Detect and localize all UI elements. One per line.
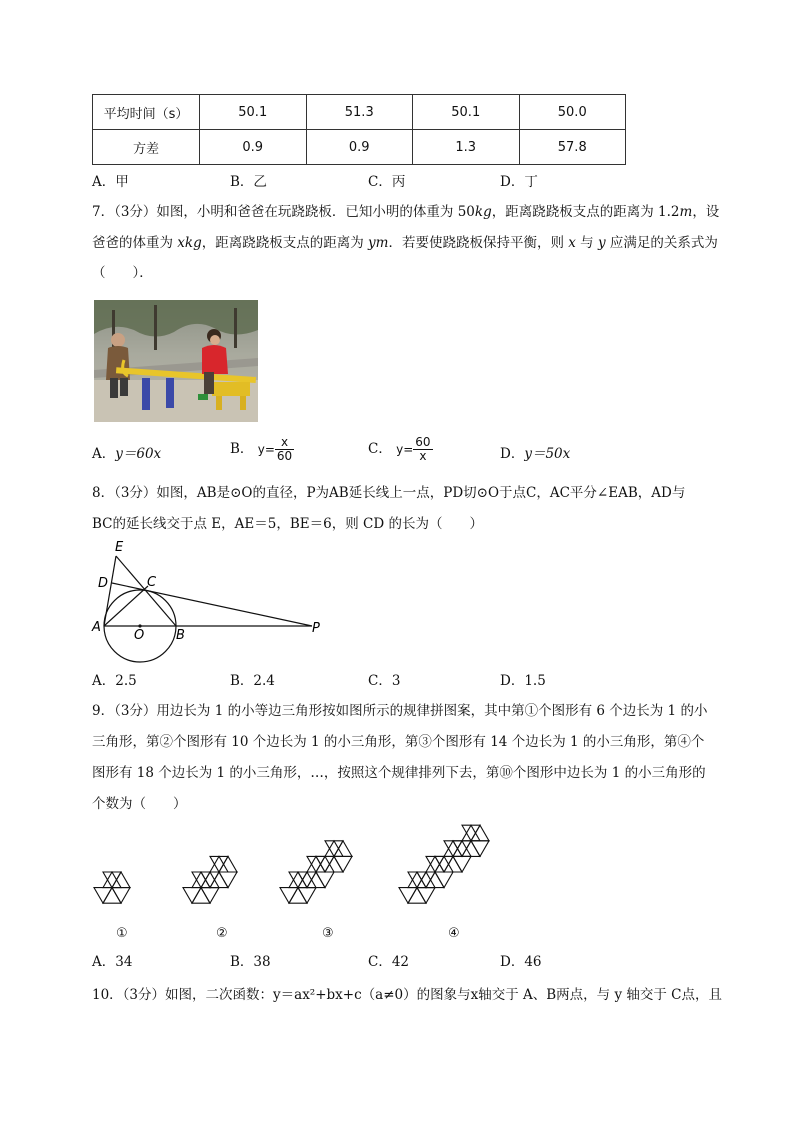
unit-triangle [210,856,228,872]
option-lhs: y= [396,442,414,457]
table-row [93,130,626,165]
q7-line-3: （ ）． [92,265,153,281]
fraction [275,436,294,463]
q9-line-3: 图形有 18 个边长为 1 的小三角形，…，按照这个规律排列下去，第⑩个图形中边长为 1 的小三角形的 [92,765,706,781]
unit-triangle [417,888,435,904]
q7-text: ，设 [692,204,720,220]
q7-var: x [568,235,576,251]
unit-triangle [298,872,316,888]
unit-triangle [103,872,121,888]
fraction-numerator: x [275,436,294,450]
unit-triangle [435,856,453,872]
unit-triangle [408,888,426,904]
unit-triangle [325,856,343,872]
unit-triangle [219,856,237,872]
unit-triangle [192,872,210,888]
fraction-denominator: x [419,449,427,463]
option-letter: B． [230,441,254,457]
q9-line-1: 9．（3分）用边长为 1 的小等边三角形按如图所示的规律拼图案，其中第①个图形有 6 个边长为 1 的小 [92,703,708,719]
unit-triangle [408,872,426,888]
table-row [93,95,626,130]
table-cell: 51.3 [306,95,413,130]
unit-triangle [417,872,435,888]
q8-option-b: B．2.4 [230,673,275,689]
label-c: C [147,575,157,590]
unit-triangle [316,856,334,872]
option-lhs: y= [257,442,275,457]
unit-triangle [408,872,426,888]
q7-line-2 [92,233,718,253]
unit-triangle [325,841,343,857]
option-expr: y＝50x [524,446,571,462]
table-cell: 0.9 [200,130,307,165]
unit-triangle [453,841,471,857]
line-dp [112,583,312,626]
option-letter: C． [368,441,392,457]
q9-line-2: 三角形，第②个图形有 10 个边长为 1 的小三角形，第③个图形有 14 个边长为 1 的小三角形，第④个 [92,734,705,750]
q9-option-a: A．34 [92,954,133,970]
unit-triangle [289,872,307,888]
q7-unit: m [679,204,693,220]
option-letter: A． [92,446,116,462]
unit-triangle [444,841,462,857]
fig-label-2: ② [216,926,228,941]
q6-option-c: C．丙 [368,174,406,190]
row-header: 平均时间（s） [93,95,200,130]
unit-triangle [462,825,480,841]
q8-line-2: BC的延长线交于点 E，AE＝5，BE＝6，则 CD 的长为（ ） [92,516,483,532]
row-header: 方差 [93,130,200,165]
q7-option-a [92,444,161,464]
q9-option-b: B．38 [230,954,271,970]
unit-triangle [307,872,325,888]
unit-triangle [307,856,325,872]
unit-triangle [298,872,316,888]
q7-var: ym [368,235,389,251]
unit-triangle [183,888,201,904]
unit-triangle [103,872,121,888]
label-d: D [98,576,109,591]
fraction [413,436,432,463]
unit-triangle [435,872,453,888]
q6-option-b: B．乙 [230,174,267,190]
unit-triangle [210,856,228,872]
fig-label-1: ① [116,926,128,941]
table-cell: 50.0 [519,95,626,130]
option-expr: y＝60x [115,446,162,462]
unit-triangle [426,856,444,872]
unit-triangle [210,872,228,888]
unit-triangle [399,888,417,904]
line-eb [116,556,176,626]
q8-option-d: D．1.5 [500,673,546,689]
q9-option-c: C．42 [368,954,410,970]
q8-geometry-figure [88,536,334,666]
q7-text: ，距离跷跷板支点的距离为 [201,235,369,251]
q7-var: y [597,235,606,251]
table-cell: 57.8 [519,130,626,165]
q7-line-1 [92,202,719,222]
q7-option-c [368,436,433,463]
label-a: A [92,620,101,635]
q8-option-c: C．3 [368,673,401,689]
fraction-numerator: 60 [415,435,431,449]
unit-triangle [201,872,219,888]
unit-triangle [280,888,298,904]
unit-triangle [426,872,444,888]
unit-triangle [201,872,219,888]
option-letter: D． [500,446,525,462]
unit-triangle [316,856,334,872]
table-cell: 1.3 [413,130,520,165]
unit-triangle [289,888,307,904]
unit-triangle [219,872,237,888]
q10-line-1: 10．（3分）如图，二次函数：y＝ax²+bx+c（a≠0）的图象与x轴交于 A、B两点，与 y 轴交于 C点，且 [92,987,723,1003]
unit-triangle [103,888,121,904]
q9-triangle-figures [88,824,518,924]
unit-triangle [192,872,210,888]
unit-triangle [417,872,435,888]
fig-label-4: ④ [448,926,460,941]
unit-triangle [112,872,130,888]
unit-triangle [334,841,352,857]
q8-line-1: 8．（3分）如图，AB是⊙O的直径，P为AB延长线上一点，PD切⊙O于点C，AC平分∠EAB，AD与 [92,485,686,501]
unit-triangle [94,888,112,904]
stats-table [92,94,626,165]
label-p: P [312,621,320,636]
unit-triangle [471,825,489,841]
table-cell: 50.1 [200,95,307,130]
q7-option-b [230,436,294,463]
unit-triangle [453,856,471,872]
unit-triangle [325,841,343,857]
q7-text: ．若要使跷跷板保持平衡，则 [388,235,569,251]
label-e: E [115,540,124,555]
unit-triangle [453,841,471,857]
q7-text: 爸爸的体重为 [92,235,178,251]
table-cell: 0.9 [306,130,413,165]
unit-triangle [298,888,316,904]
q8-option-a: A．2.5 [92,673,137,689]
q7-text: 7．（3分）如图，小明和爸爸在玩跷跷板．已知小明的体重为 50 [92,204,475,220]
unit-triangle [471,841,489,857]
q6-option-d: D．丁 [500,174,538,190]
label-b: B [176,628,185,643]
q9-option-d: D．46 [500,954,542,970]
fraction-denominator: 60 [276,449,293,463]
q7-text: 与 [575,235,598,251]
unit-triangle [289,872,307,888]
unit-triangle [444,856,462,872]
q6-option-a: A．甲 [92,174,129,190]
q7-text: ，距离跷跷板支点的距离为 1.2 [491,204,680,220]
unit-triangle [462,825,480,841]
q7-var: xkg [177,235,202,251]
table-cell: 50.1 [413,95,520,130]
q7-option-d [500,444,570,464]
q7-unit: kg [474,204,492,220]
unit-triangle [435,856,453,872]
seesaw-photo [94,300,258,422]
fig-label-3: ③ [322,926,334,941]
line-ae [104,556,116,626]
unit-triangle [462,841,480,857]
q7-text: 应满足的关系式为 [605,235,718,251]
unit-triangle [334,856,352,872]
unit-triangle [316,872,334,888]
unit-triangle [444,841,462,857]
unit-triangle [192,888,210,904]
unit-triangle [112,888,130,904]
q9-line-4: 个数为（ ） [92,796,187,812]
unit-triangle [307,856,325,872]
label-o: O [134,628,145,643]
unit-triangle [201,888,219,904]
unit-triangle [426,856,444,872]
